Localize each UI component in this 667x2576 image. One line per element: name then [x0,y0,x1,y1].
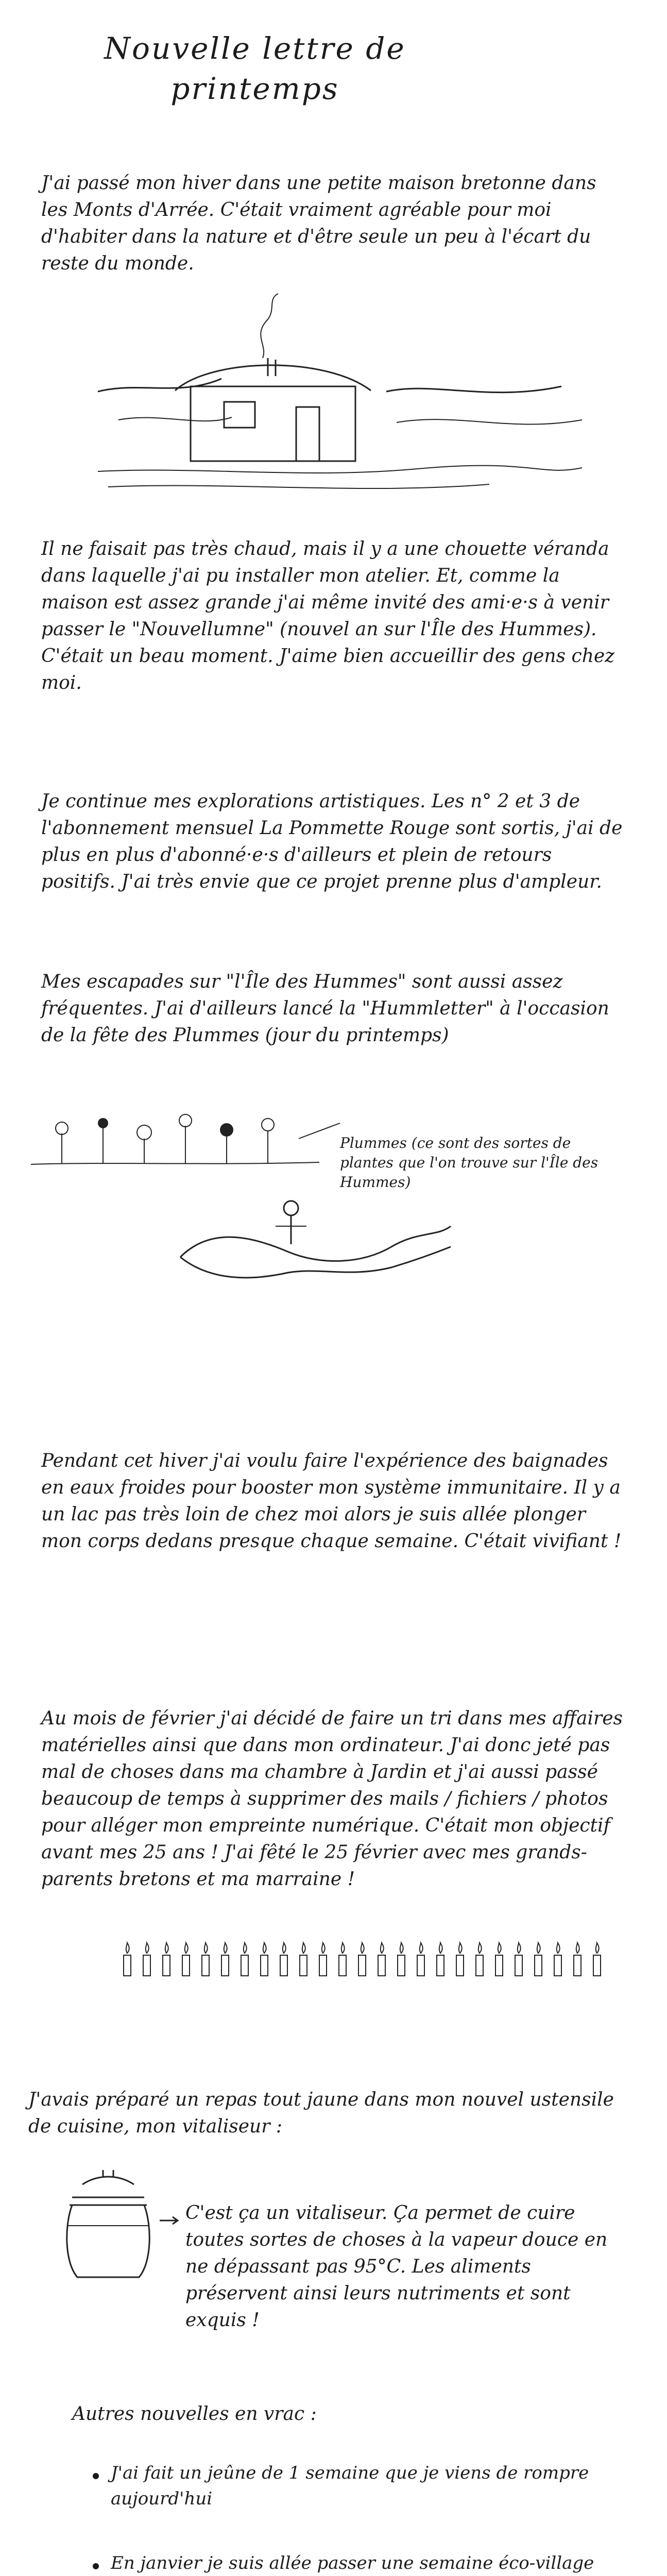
candle [182,1943,190,1976]
candle [378,1943,385,1976]
candle [456,1943,464,1976]
candle [319,1943,327,1976]
paragraph-winter-house: J'ai passé mon hiver dans une petite maison bretonne dans les Monts d'Arrée. C'était vraiment agréable pour moi d'habiter dans la nature et d'être seule un peu à l'écart du reste du monde. [41,173,596,274]
news-item-fast: J'ai fait un jeûne de 1 semaine que je viens de rompre aujourd'hui [111,2463,589,2509]
birthday-candles-drawing [118,1940,634,1981]
candle [437,1943,444,1976]
vitaliseur-note: C'est ça un vitaliseur. Ça permet de cuire toutes sortes de choses à la vapeur douce en ne dépassant pas 95°C. Les aliments préservent ainsi leurs nutriments et sont exquis ! [185,2202,608,2331]
paragraph-sorting-belongings: Au mois de février j'ai décidé de faire un tri dans mes affaires matérielles ainsi que dans mon ordinateur. J'ai donc jeté pas mal de choses dans ma chambre à Jardin et j'ai aussi passé beaucoup de temps à supprimer des mails / fichiers / photos pour alléger mon empreinte numérique. C'était mon objectif avant mes 25 ans ! J'ai fêté le 25 février avec mes grands-parents bretons et ma marraine ! [41,1708,623,1890]
candle [476,1943,483,1976]
candle [593,1943,601,1976]
candle [202,1943,209,1976]
candle [280,1943,287,1976]
title-line-2: printemps [170,71,339,106]
candle [554,1943,561,1976]
plummes-note: Plummes (ce sont des sortes de plantes que l'on trouve sur l'Île des Hummes) [340,1134,598,1191]
candle [241,1943,248,1976]
candle [398,1943,405,1976]
arrow-icon [160,2215,180,2226]
candle [124,1943,131,1976]
candle [221,1943,229,1976]
candle [261,1943,268,1976]
candle [339,1943,346,1976]
candle [495,1943,503,1976]
candle [143,1943,150,1976]
candle [574,1943,581,1976]
plummes-plants-drawing [31,1108,319,1170]
paragraph-artistic-explorations: Je continue mes explorations artistiques. Les n° 2 et 3 de l'abonnement mensuel La Pommette Rouge sont sortis, j'ai de plus en plus d'abonné·e·s d'ailleurs et plein de retours positifs. J'ai très envie que ce projet prenne plus d'ampleur. [41,791,623,892]
title-line-1: Nouvelle lettre de [104,31,406,66]
candle [300,1943,307,1976]
paragraph-yellow-meal: J'avais préparé un repas tout jaune dans mon nouvel ustensile de cuisine, mon vitaliseur : [28,2089,614,2137]
paragraph-hummes-island: Mes escapades sur "l'Île des Hummes" sont aussi assez fréquentes. J'ai d'ailleurs lancé la "Hummletter" à l'occasion de la fête des Plummes (jour du printemps) [41,971,609,1046]
bullet-dot [93,2473,99,2479]
candle [358,1943,366,1976]
floating-figure-drawing [170,1195,458,1298]
house-drawing [98,330,587,505]
other-news-heading: Autres nouvelles en vrac : [72,2403,317,2425]
paragraph-cold-baths: Pendant cet hiver j'ai voulu faire l'expérience des baignades en eaux froides pour booster mon système immunitaire. Il y a un lac pas très loin de chez moi alors je suis allée plonger mon corps dedans presque chaque semaine. C'était vivifiant ! [41,1450,622,1552]
candle [417,1943,424,1976]
candle [515,1943,522,1976]
candle [163,1943,170,1976]
paragraph-veranda: Il ne faisait pas très chaud, mais il y a une chouette véranda dans laquelle j'ai pu installer mon atelier. Et, comme la maison est assez grande j'ai même invité des ami·e·s à venir passer le "Nouvellumne" (nouvel an sur l'Île des Hummes). C'était un beau moment. J'aime bien accueillir des gens chez moi. [41,538,615,693]
news-item-eco-village: En janvier je suis allée passer une semaine éco-village [111,2553,594,2573]
vitaliseur-drawing [62,2174,155,2287]
letter-title [90,28,420,109]
candle [535,1943,542,1976]
bullet-dot [93,2563,99,2569]
